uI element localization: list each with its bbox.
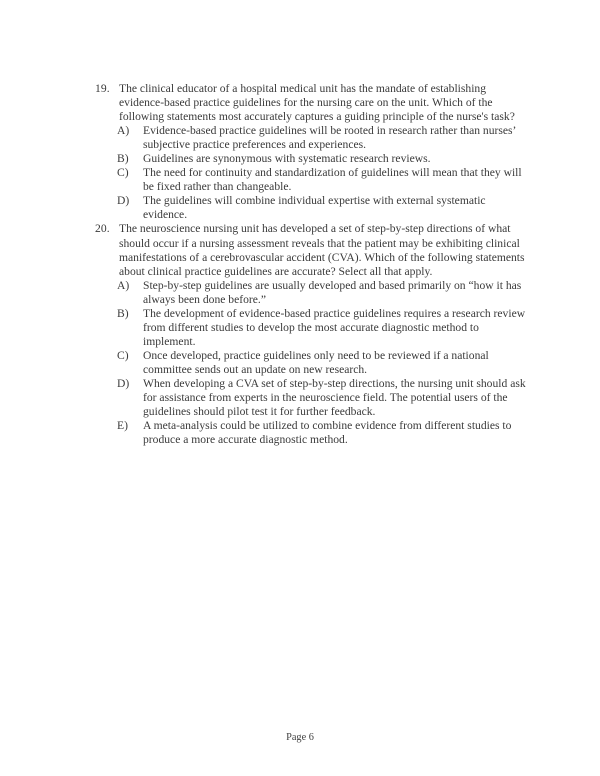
option-letter: A) [117,278,130,292]
option-text: A meta-analysis could be utilized to combine evidence from different studies to produce a more accurate diagnostic method. [143,419,512,447]
questions-container [95,82,532,447]
option-text: The guidelines will combine individual expertise with external systematic evidence. [143,194,486,222]
question-item [95,222,532,278]
answer-option[interactable] [95,166,532,194]
option-text: The need for continuity and standardization of guidelines will mean that they will be fixed rather than changeable. [143,166,522,194]
page-footer [0,731,600,744]
option-text: The development of evidence-based practice guidelines requires a research review from different studies to develop the most accurate diagnostic method to implement. [143,306,526,348]
option-text: Once developed, practice guidelines only need to be reviewed if a national committee sends out an update on new research. [143,348,489,376]
option-letter: C) [117,348,129,362]
question-number: 19. [95,82,110,95]
answer-options-list [95,124,532,222]
option-letter: E) [117,419,128,433]
answer-option[interactable] [95,307,532,349]
option-text: When developing a CVA set of step-by-step directions, the nursing unit should ask for assistance from experts in the neuroscience field. The potential users of the guidelines should pilot test it for further feedback. [143,376,526,419]
option-text: Step-by-step guidelines are usually developed and based primarily on “how it has always been done before.” [143,278,522,306]
question-stem: The neuroscience nursing unit has developed a set of step-by-step directions of what should occur if a nursing assessment reveals that the patient may be exhibiting clinical manifestations of a cerebrovascular accident (CVA). Which of the following statements about clinical practice guidelines are accurate? Select all that apply. [119,222,525,278]
question-stem: The clinical educator of a hospital medical unit has the mandate of establishing evidence-based practice guidelines for the nursing care on the unit. Which of the following statements most accurately captures a guiding principle of the nurse's task? [119,82,515,124]
option-letter: A) [117,124,130,138]
option-text: Guidelines are synonymous with systematic research reviews. [143,152,431,166]
option-letter: D) [117,194,130,208]
answer-options-list [95,279,532,448]
option-letter: B) [117,306,129,320]
option-text: Evidence-based practice guidelines will be rooted in research rather than nurses’ subjective practice preferences and experiences. [143,124,516,152]
answer-option[interactable] [95,124,532,152]
option-letter: C) [117,166,129,180]
page-number-label: Page 6 [286,732,314,743]
answer-option[interactable] [95,349,532,377]
question-item [95,82,532,124]
answer-option[interactable] [95,152,532,166]
answer-option[interactable] [95,279,532,307]
question-number: 20. [95,222,110,236]
answer-option[interactable] [95,194,532,222]
option-letter: B) [117,152,129,166]
answer-option[interactable] [95,377,532,419]
answer-option[interactable] [95,419,532,447]
option-letter: D) [117,376,130,390]
